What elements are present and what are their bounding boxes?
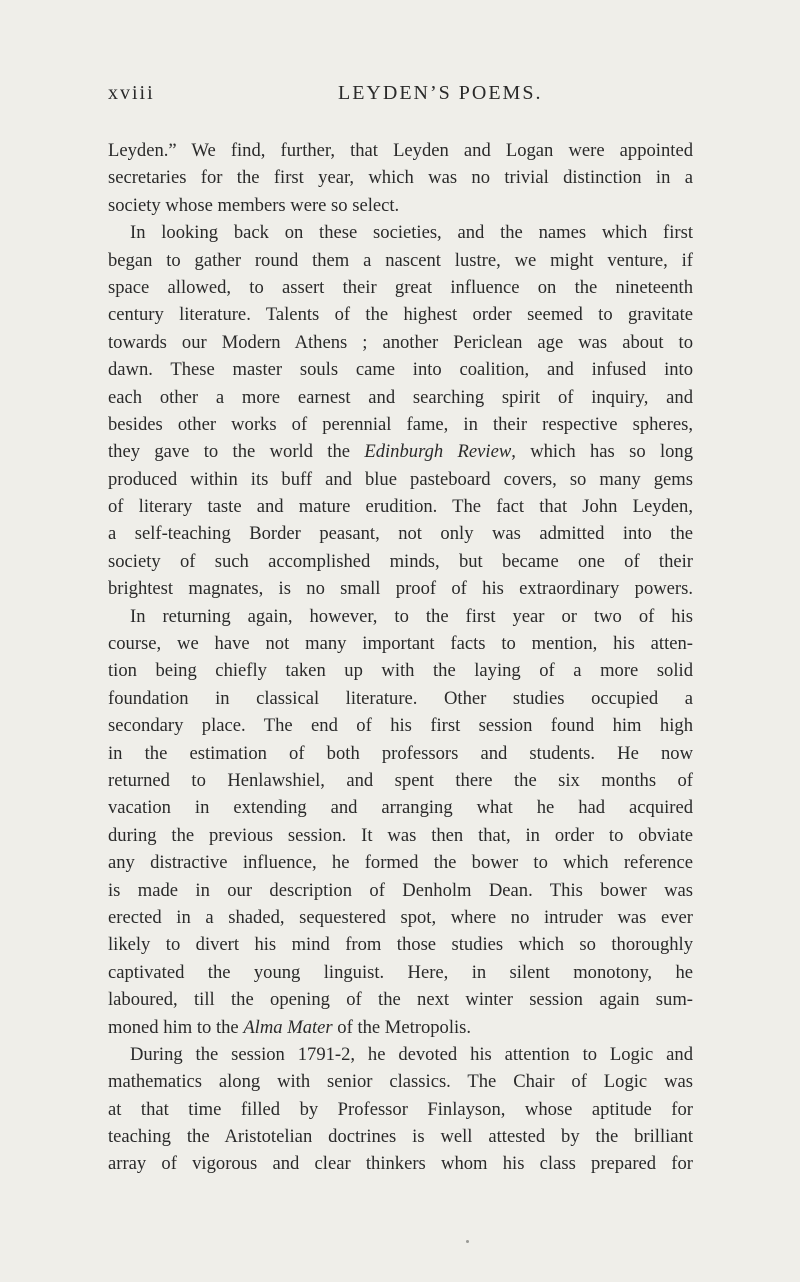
text-line: began to gather round them a nascent lustre, we might venture, if: [108, 249, 693, 271]
text-line: each other a more earnest and searching spirit of inquiry, and: [108, 386, 693, 408]
text-segment: of the Metropolis.: [332, 1016, 472, 1038]
page-number: xviii: [108, 82, 155, 104]
text-line: is made in our description of Denholm Dean. This bower was: [108, 879, 693, 901]
running-title: LEYDEN’S POEMS.: [338, 82, 543, 104]
text-line: mathematics along with senior classics. The Chair of Logic was: [108, 1071, 693, 1093]
text-line: In returning again, however, to the first year or two of his: [130, 605, 693, 627]
text-line: secondary place. The end of his first session found him high: [108, 715, 693, 737]
text-line: any distractive influence, he formed the bower to which reference: [108, 852, 693, 874]
text-line: produced within its buff and blue pasteboard covers, so many gems: [108, 468, 693, 490]
text-line: space allowed, to assert their great influence on the nineteenth: [108, 276, 693, 298]
text-line: erected in a shaded, sequestered spot, where no intruder was ever: [108, 906, 693, 928]
text-line: course, we have not many important facts to mention, his atten-: [108, 633, 693, 655]
text-line: likely to divert his mind from those studies which so thoroughly: [108, 934, 693, 956]
text-line: In looking back on these societies, and the names which first: [130, 222, 693, 244]
text-line: teaching the Aristotelian doctrines is well attested by the brilliant: [108, 1126, 693, 1148]
text-line: secretaries for the first year, which was no trivial distinction in a: [108, 167, 693, 189]
text-line: society of such accomplished minds, but became one of their: [108, 550, 693, 572]
text-line: of literary taste and mature erudition. The fact that John Leyden,: [108, 496, 693, 518]
text-line: Leyden.” We find, further, that Leyden and Logan were appointed: [108, 140, 693, 161]
paper-speck: [466, 1240, 469, 1243]
text-line: returned to Henlawshiel, and spent there the six months of: [108, 769, 693, 791]
text-line: towards our Modern Athens ; another Periclean age was about to: [108, 331, 693, 353]
italic-title: Edinburgh Review: [364, 441, 512, 463]
text-segment: they gave to the world the: [108, 441, 365, 463]
text-line: foundation in classical literature. Other studies occupied a: [108, 687, 693, 709]
text-line: during the previous session. It was then that, in order to obviate: [108, 824, 693, 846]
text-line: [108, 1014, 693, 1041]
text-line: array of vigorous and clear thinkers whom his class prepared for: [108, 1153, 693, 1175]
text-line: brightest magnates, is no small proof of his extraordinary powers.: [108, 578, 693, 600]
text-line: society whose members were so select.: [108, 194, 400, 216]
running-head: [108, 82, 693, 112]
italic-title: Alma Mater: [243, 1016, 333, 1038]
text-segment: , which has so long: [511, 441, 694, 463]
text-line: dawn. These master souls came into coalition, and infused into: [108, 359, 693, 381]
text-line: tion being chiefly taken up with the laying of a more solid: [108, 660, 693, 682]
text-line: besides other works of perennial fame, in their respective spheres,: [108, 413, 693, 435]
text-line: in the estimation of both professors and students. He now: [108, 742, 693, 764]
text-line: at that time filled by Professor Finlayson, whose aptitude for: [108, 1098, 693, 1120]
text-line: laboured, till the opening of the next winter session again sum-: [108, 989, 693, 1011]
text-line: vacation in extending and arranging what he had acquired: [108, 797, 693, 819]
text-line: captivated the young linguist. Here, in silent monotony, he: [108, 961, 693, 983]
text-line: During the session 1791-2, he devoted his attention to Logic and: [130, 1043, 693, 1065]
text-line: [108, 438, 693, 465]
body-text: [108, 137, 693, 1178]
text-line: century literature. Talents of the highest order seemed to gravitate: [108, 304, 693, 326]
text-line: a self-teaching Border peasant, not only was admitted into the: [108, 523, 693, 545]
text-segment: moned him to the: [108, 1016, 244, 1038]
